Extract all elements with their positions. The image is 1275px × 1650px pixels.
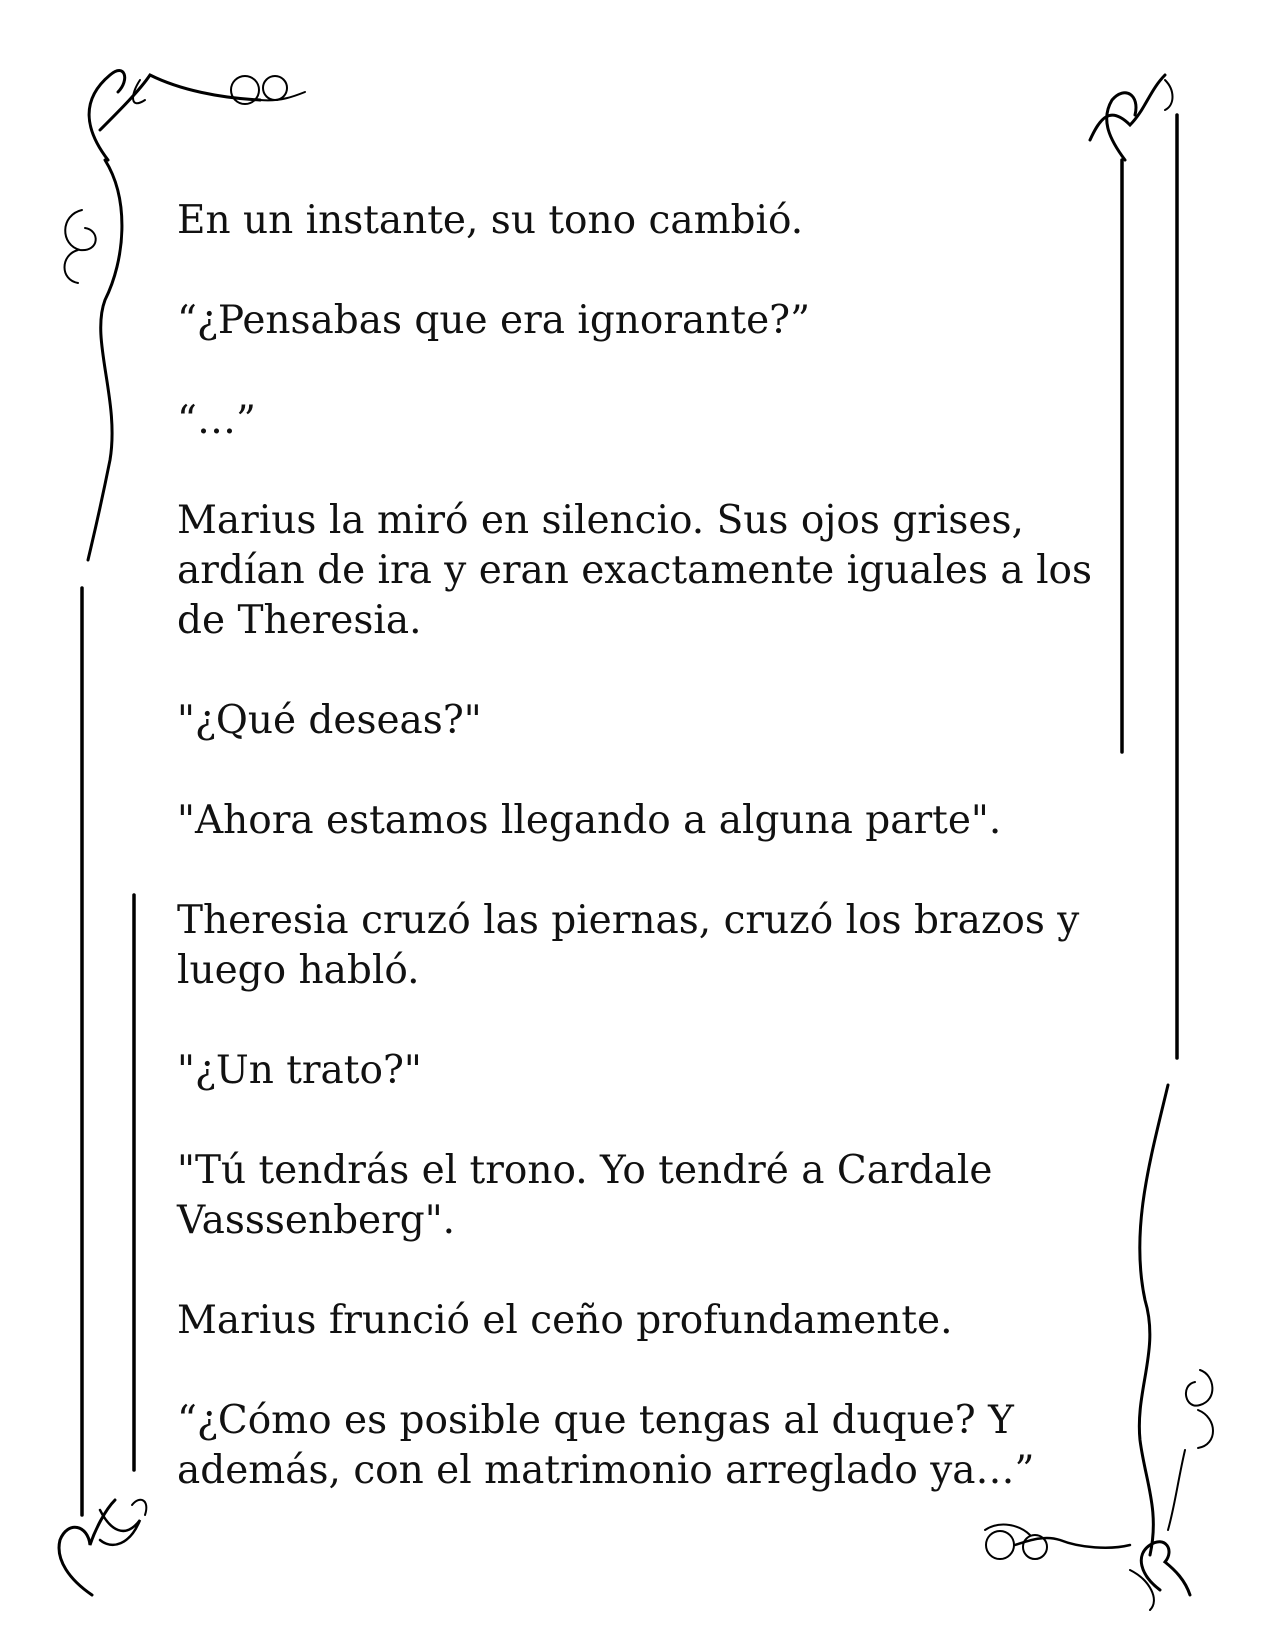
paragraph: Theresia cruzó las piernas, cruzó los brazos y luego habló. [177, 898, 1080, 993]
paragraph: “¿Cómo es posible que tengas al duque? Y además, con el matrimonio arreglado ya…” [177, 1398, 1035, 1493]
paragraph: “…” [177, 398, 256, 443]
bottom-left-flourish-icon [59, 1500, 146, 1595]
paragraph: "Ahora estamos llegando a alguna parte". [177, 798, 1002, 843]
story-text [177, 196, 1097, 1496]
paragraph: Marius frunció el ceño profundamente. [177, 1298, 953, 1343]
paragraph: "¿Qué deseas?" [177, 698, 482, 743]
top-right-flourish-icon [1090, 75, 1173, 160]
paragraph: "¿Un trato?" [177, 1048, 422, 1093]
paragraph: "Tú tendrás el trono. Yo tendré a Cardale Vasssenberg". [177, 1148, 993, 1243]
paragraph: En un instante, su tono cambió. [177, 198, 804, 243]
paragraph: “¿Pensabas que era ignorante?” [177, 298, 811, 343]
paragraph: Marius la miró en silencio. Sus ojos grises, ardían de ira y eran exactamente iguales a los de Theresia. [177, 498, 1093, 643]
